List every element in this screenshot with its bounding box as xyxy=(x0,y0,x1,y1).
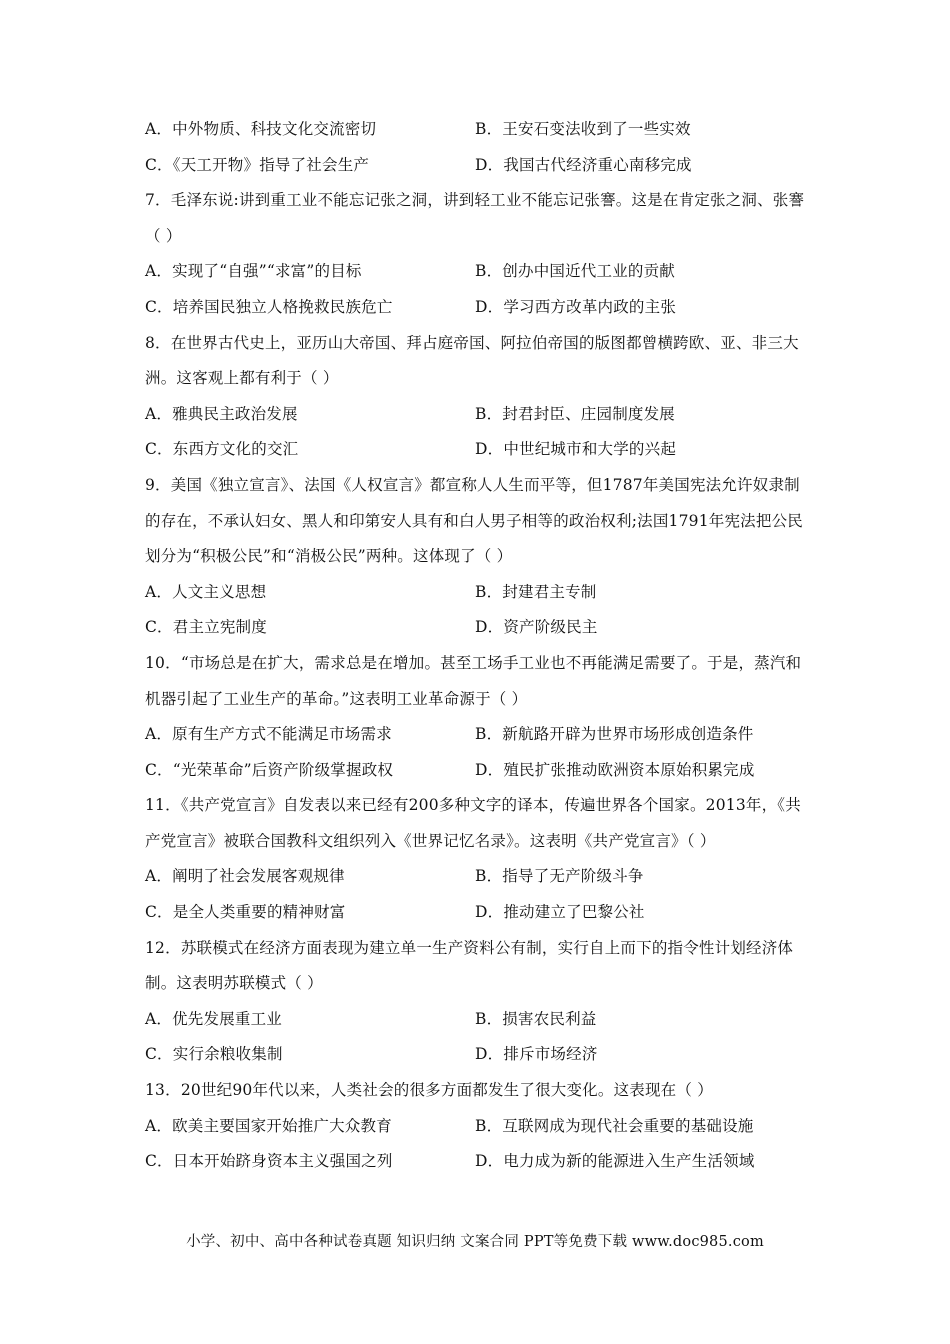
q6-options-row-1 xyxy=(145,112,815,148)
q7-option-a: A．实现了“自强”“求富”的目标 xyxy=(145,262,362,281)
q8-options-row-1 xyxy=(145,397,815,433)
q8-option-c: C．东西方文化的交汇 xyxy=(145,440,299,459)
q13-option-d: D．电力成为新的能源进入生产生活领域 xyxy=(475,1152,755,1171)
q12-option-c: C．实行余粮收集制 xyxy=(145,1045,283,1064)
q12-options-row-1 xyxy=(145,1002,815,1038)
q10-options-row-1 xyxy=(145,717,815,753)
q7-options-row-1 xyxy=(145,254,815,290)
q7-option-c: C．培养国民独立人格挽救民族危亡 xyxy=(145,297,393,316)
q11-option-a: A．阐明了社会发展客观规律 xyxy=(145,867,345,886)
q10-option-d: D．殖民扩张推动欧洲资本原始积累完成 xyxy=(475,760,755,779)
q9-option-d: D．资产阶级民主 xyxy=(475,618,598,637)
q11-option-b: B．指导了无产阶级斗争 xyxy=(475,867,644,886)
q12-stem: 12．苏联模式在经济方面表现为建立单一生产资料公有制，实行自上而下的指令性计划经济体制。这表明苏联模式（ ） xyxy=(145,938,794,993)
q11-option-d: D．推动建立了巴黎公社 xyxy=(475,903,645,922)
q8-option-b: B．封君封臣、庄园制度发展 xyxy=(475,404,675,423)
q11-options-row-1 xyxy=(145,859,815,895)
q6-option-d: D．我国古代经济重心南移完成 xyxy=(475,155,692,174)
q7-option-d: D．学习西方改革内政的主张 xyxy=(475,297,677,316)
q9-option-c: C．君主立宪制度 xyxy=(145,618,267,637)
q10-options-row-2 xyxy=(145,753,815,789)
q10-option-a: A．原有生产方式不能满足市场需求 xyxy=(145,725,392,744)
q9-options-row-1 xyxy=(145,575,815,611)
q9-options-row-2 xyxy=(145,610,815,646)
exam-page xyxy=(145,112,815,1180)
q6-options-row-2 xyxy=(145,148,815,184)
q9-option-a: A．人文主义思想 xyxy=(145,582,267,601)
q8-option-a: A．雅典民主政治发展 xyxy=(145,404,298,423)
q7-option-b: B．创办中国近代工业的贡献 xyxy=(475,262,675,281)
q13-option-c: C．日本开始跻身资本主义强国之列 xyxy=(145,1152,393,1171)
q11-option-c: C．是全人类重要的精神财富 xyxy=(145,903,346,922)
q10-stem: 10．“市场总是在扩大，需求总是在增加。甚至工场手工业也不再能满足需要了。于是，蒸汽和机器引起了工业生产的革命。”这表明工业革命源于（ ） xyxy=(145,653,802,708)
q11-stem: 11．《共产党宣言》自发表以来已经有200多种文字的译本，传遍世界各个国家。2013年，《共产党宣言》被联合国教科文组织列入《世界记忆名录》。这表明《共产党宣言》（ ） xyxy=(145,796,801,850)
q6-option-a: A．中外物质、科技文化交流密切 xyxy=(145,120,377,138)
q9-option-b: B．封建君主专制 xyxy=(475,582,597,601)
page-footer: 小学、初中、高中各种试卷真题 知识归纳 文案合同 PPT等免费下载 www.doc985.com xyxy=(186,1234,764,1250)
q10-option-b: B．新航路开辟为世界市场形成创造条件 xyxy=(475,725,754,744)
q13-options-row-1 xyxy=(145,1109,815,1145)
q7-options-row-2 xyxy=(145,290,815,326)
q12-option-d: D．排斥市场经济 xyxy=(475,1045,598,1064)
q6-option-c: C．《天工开物》指导了社会生产 xyxy=(145,155,370,174)
q12-option-a: A．优先发展重工业 xyxy=(145,1009,282,1028)
q7-stem: 7．毛泽东说:讲到重工业不能忘记张之洞，讲到轻工业不能忘记张謇。这是在肯定张之洞、张謇（ ） xyxy=(145,191,805,245)
q13-option-a: A．欧美主要国家开始推广大众教育 xyxy=(145,1116,392,1135)
q13-option-b: B．互联网成为现代社会重要的基础设施 xyxy=(475,1116,754,1135)
q13-options-row-2 xyxy=(145,1144,815,1180)
q10-option-c: C．“光荣革命”后资产阶级掌握政权 xyxy=(145,760,394,779)
q9-stem: 9．美国《独立宣言》、法国《人权宣言》都宣称人人生而平等，但1787年美国宪法允许奴隶制的存在，不承认妇女、黑人和印第安人具有和白人男子相等的政治权利;法国1791年宪法把公民划分为“积极公民”和“消极公民”两种。这体现了（ ） xyxy=(145,475,803,566)
q12-option-b: B．损害农民利益 xyxy=(475,1009,597,1028)
q8-stem: 8．在世界古代史上，亚历山大帝国、拜占庭帝国、阿拉伯帝国的版图都曾横跨欧、亚、非三大洲。这客观上都有利于（ ） xyxy=(145,333,799,388)
q6-option-b: B．王安石变法收到了一些实效 xyxy=(475,120,691,138)
q11-options-row-2 xyxy=(145,895,815,931)
q8-option-d: D．中世纪城市和大学的兴起 xyxy=(475,440,677,459)
q12-options-row-2 xyxy=(145,1037,815,1073)
q8-options-row-2 xyxy=(145,432,815,468)
q13-stem: 13．20世纪90年代以来，人类社会的很多方面都发生了很大变化。这表现在（ ） xyxy=(145,1081,713,1100)
